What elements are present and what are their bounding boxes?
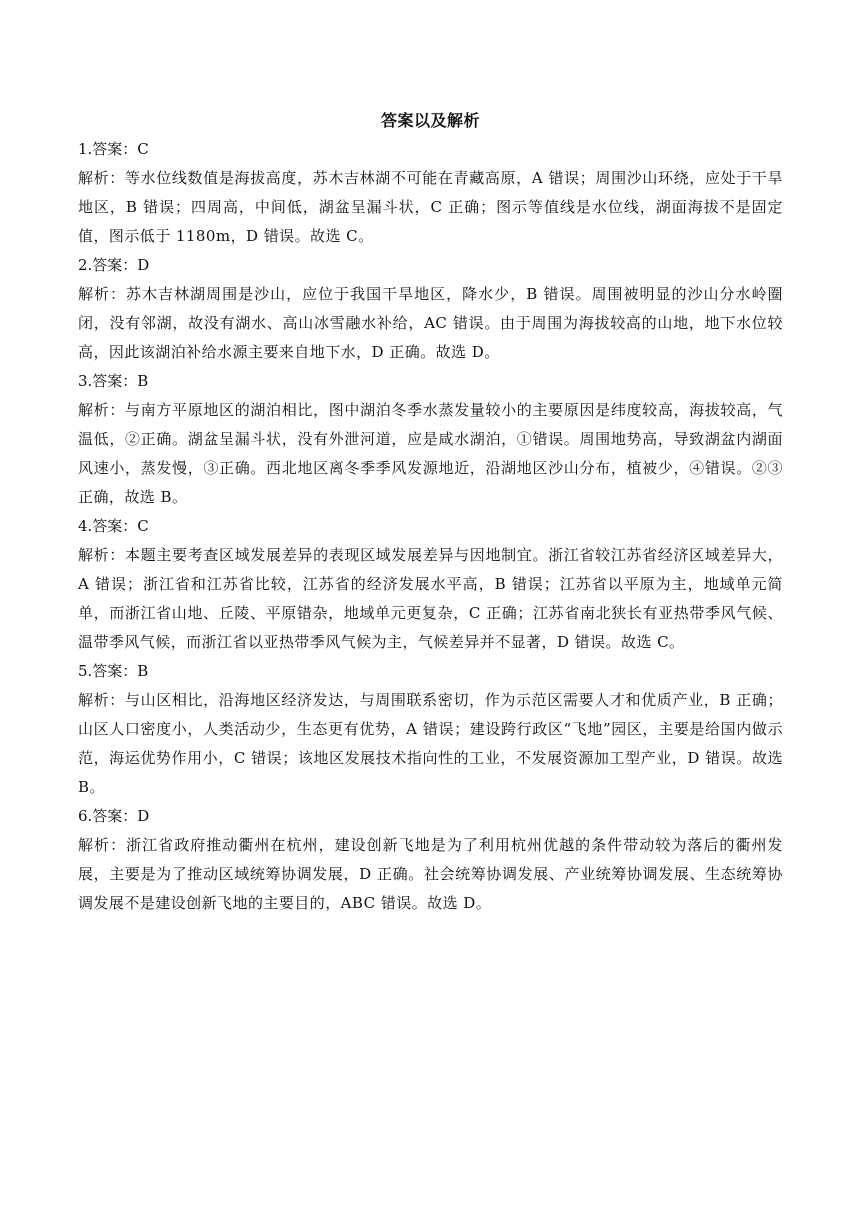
explanation-paragraph: 解析：本题主要考查区域发展差异的表现区域发展差异与因地制宜。浙江省较江苏省经济区域差异大，A 错误；浙江省和江苏省比较，江苏省的经济发展水平高，B 错误；江苏省以平原为主，地域单元简单，而浙江省山地、丘陵、平原错杂，地域单元更复杂，C 正确；江苏省南北狭长有亚热带季风气候、温带季风气候，而浙江省以亚热带季风气候为主，气候差异并不显著，D 错误。故选 C。 bbox=[78, 546, 783, 651]
question-item-3 bbox=[78, 367, 783, 512]
document-page bbox=[78, 106, 783, 918]
question-item-2 bbox=[78, 251, 783, 367]
explanation-paragraph: 解析：苏木吉林湖周围是沙山，应位于我国干旱地区，降水少，B 错误。周围被明显的沙山分水岭圈闭，没有邻湖，故没有湖水、高山冰雪融水补给，AC 错误。由于周围为海拔较高的山地，地下水位较高，因此该湖泊补给水源主要来自地下水，D 正确。故选 D。 bbox=[78, 285, 783, 361]
answer-line: 5.答案：B bbox=[78, 662, 149, 680]
answer-line: 3.答案：B bbox=[78, 372, 149, 390]
question-item-6 bbox=[78, 802, 783, 918]
question-item-4 bbox=[78, 512, 783, 657]
answer-line: 1.答案：C bbox=[78, 140, 149, 158]
explanation-paragraph: 解析：等水位线数值是海拔高度，苏木吉林湖不可能在青藏高原，A 错误；周围沙山环绕，应处于干旱地区，B 错误；四周高，中间低，湖盆呈漏斗状，C 正确；图示等值线是水位线，湖面海拔不是固定值，图示低于 1180m，D 错误。故选 C。 bbox=[78, 169, 783, 245]
explanation-paragraph: 解析：与南方平原地区的湖泊相比，图中湖泊冬季水蒸发量较小的主要原因是纬度较高，海拔较高，气温低，②正确。湖盆呈漏斗状，没有外泄河道，应是咸水湖泊，①错误。周围地势高，导致湖盆内湖面风速小，蒸发慢，③正确。西北地区离冬季季风发源地近，沿湖地区沙山分布，植被少，④错误。②③正确，故选 B。 bbox=[78, 401, 783, 506]
question-item-1 bbox=[78, 135, 783, 251]
explanation-paragraph: 解析：浙江省政府推动衢州在杭州，建设创新飞地是为了利用杭州优越的条件带动较为落后的衢州发展，主要是为了推动区域统筹协调发展，D 正确。社会统筹协调发展、产业统筹协调发展、生态统筹协调发展不是建设创新飞地的主要目的，ABC 错误。故选 D。 bbox=[78, 836, 783, 912]
question-item-5 bbox=[78, 657, 783, 802]
answer-line: 4.答案：C bbox=[78, 517, 149, 535]
answer-line: 6.答案：D bbox=[78, 807, 150, 825]
answer-line: 2.答案：D bbox=[78, 256, 150, 274]
explanation-paragraph: 解析：与山区相比，沿海地区经济发达，与周围联系密切，作为示范区需要人才和优质产业，B 正确；山区人口密度小，人类活动少，生态更有优势，A 错误；建设跨行政区“飞地”园区，主要是给国内做示范，海运优势作用小，C 错误；该地区发展技术指向性的工业，不发展资源加工型产业，D 错误。故选 B。 bbox=[78, 691, 783, 796]
document-title: 答案以及解析 bbox=[380, 111, 480, 130]
